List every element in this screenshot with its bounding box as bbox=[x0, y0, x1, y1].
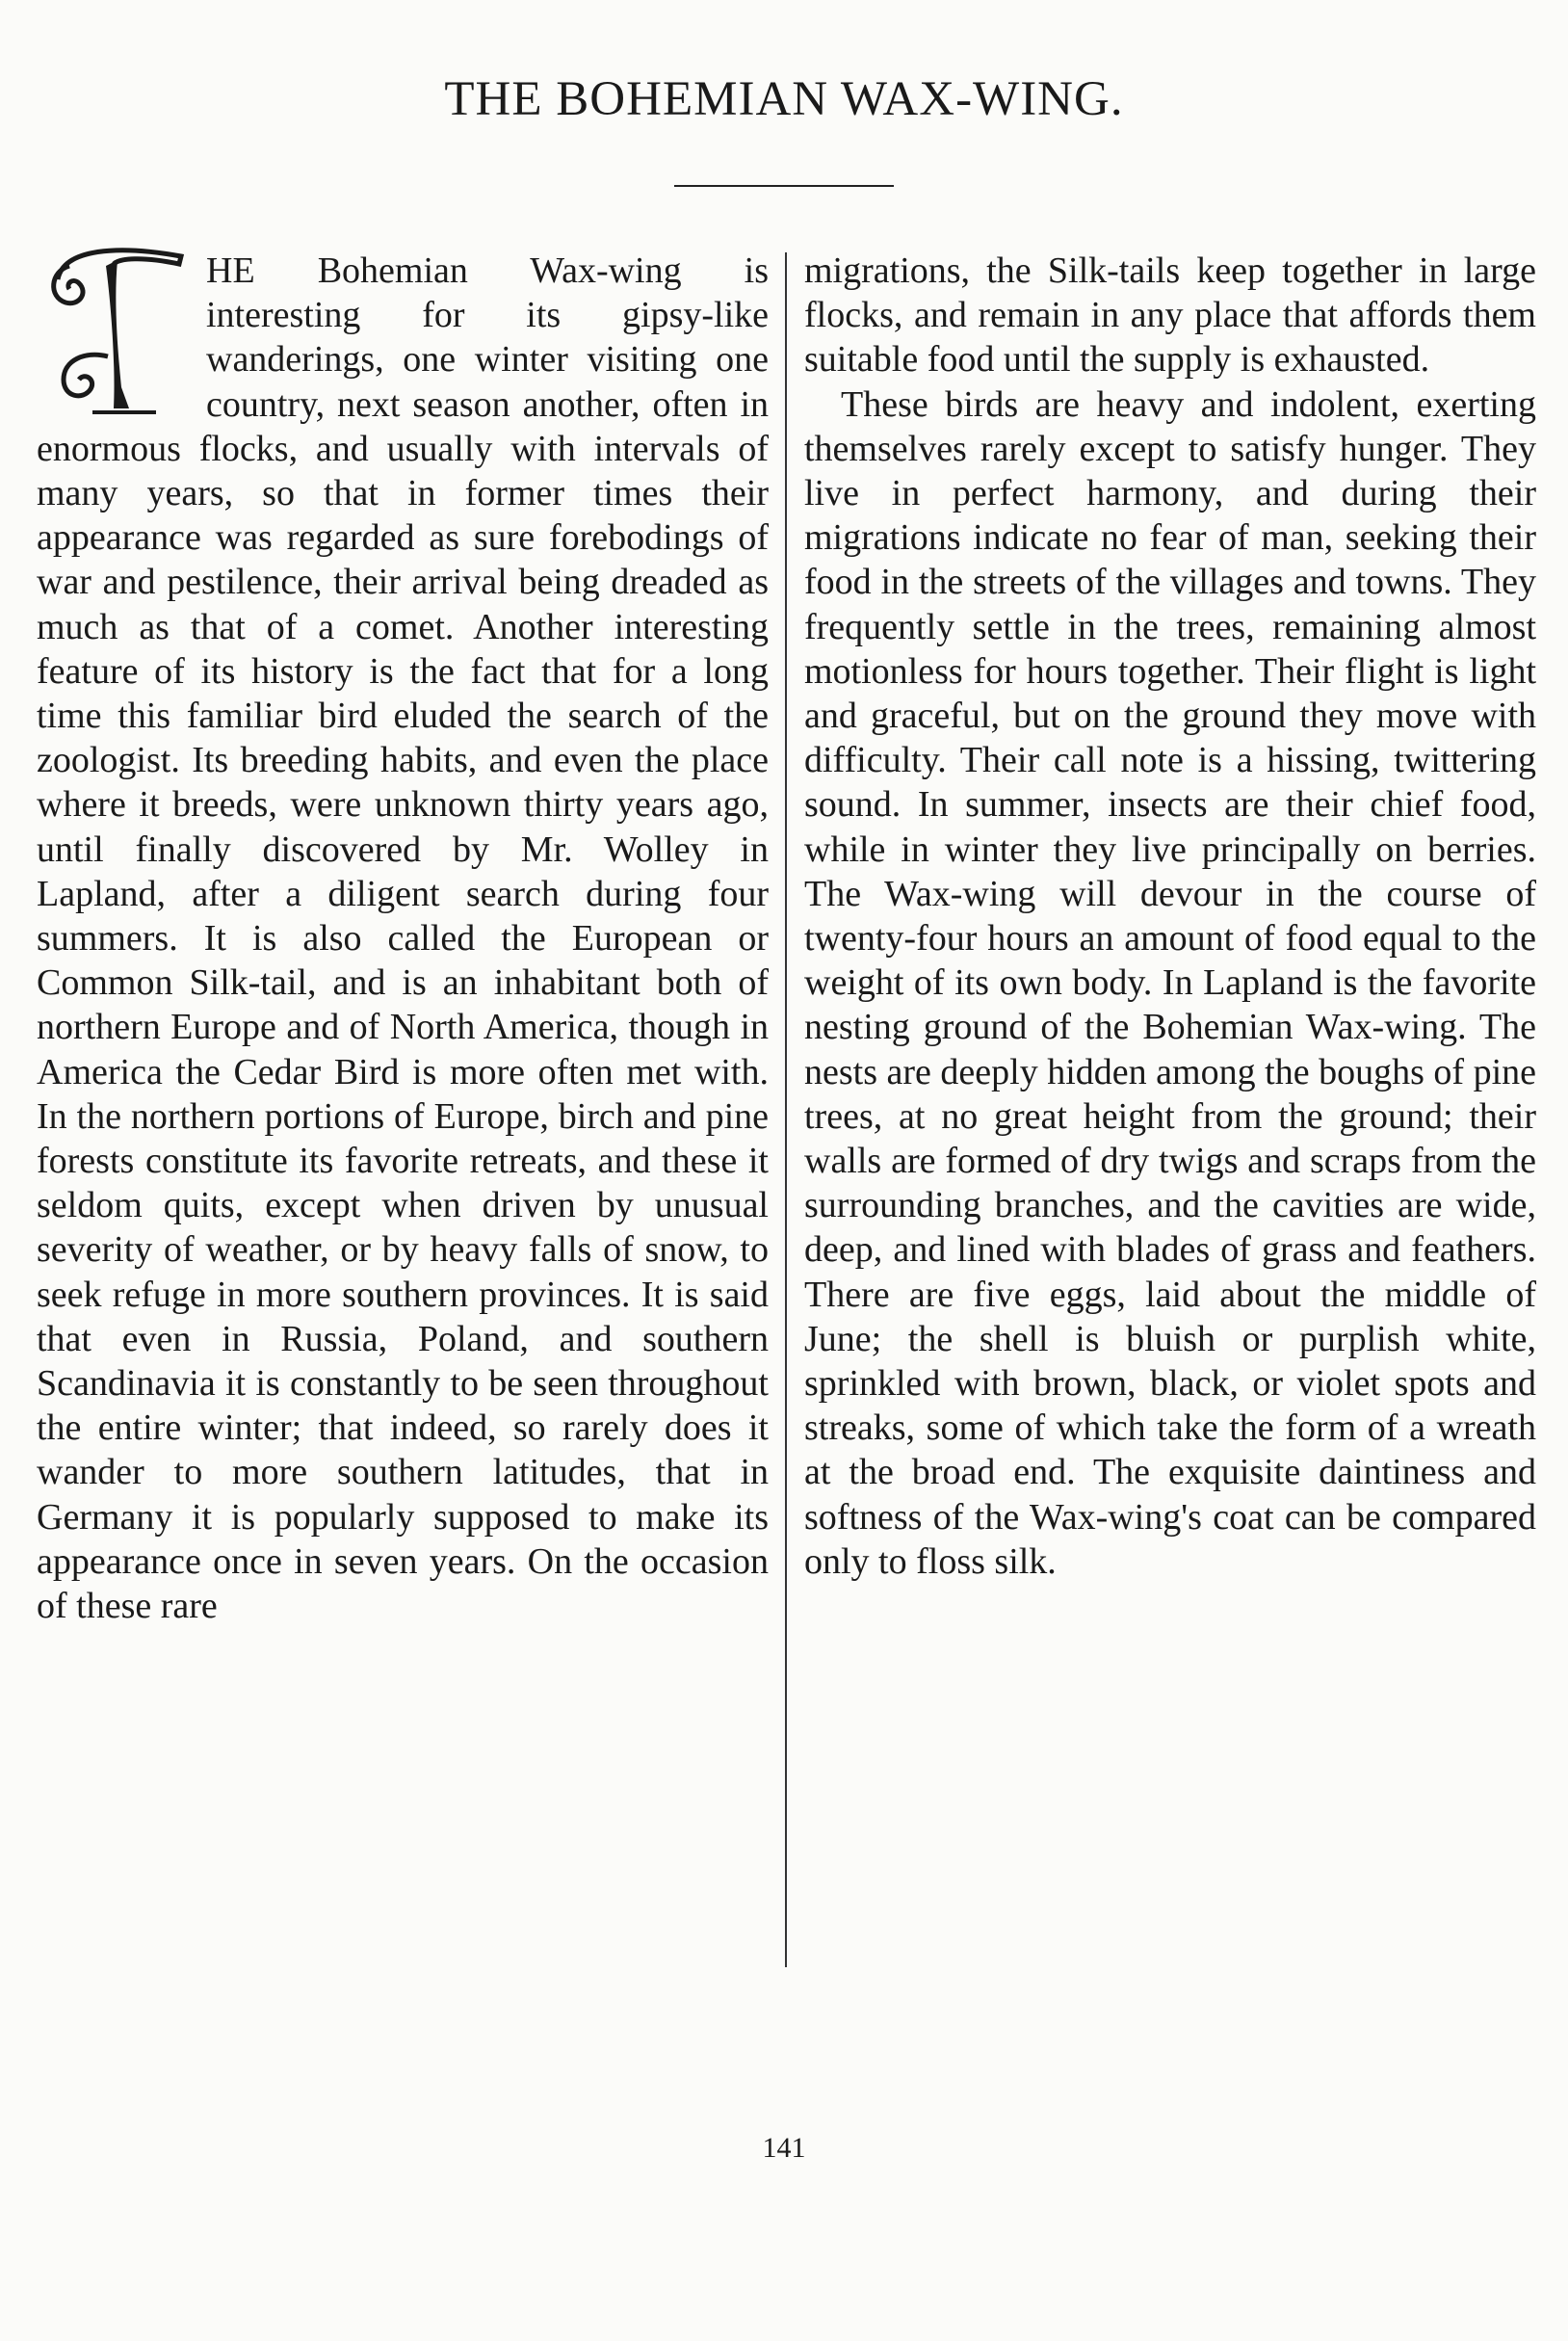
dropcap-t bbox=[37, 243, 198, 420]
page-number: 141 bbox=[762, 2132, 806, 2164]
left-column bbox=[37, 249, 769, 1628]
paragraph-1: HE Bohemian Wax-wing is interesting for its gipsy-like wanderings, one winter visiting one country, next season another, often in enormous flocks, and usually with intervals of many years, so that in former times their appearance was regarded as sure forebodings of war and pestilence, their arrival being dreaded as much as that of a comet. Another interesting feature of its history is the fact that for a long time this familiar bird eluded the search of the zoologist. Its breeding habits, and even the place where it breeds, were unknown thirty years ago, until finally discovered by Mr. Wolley in Lapland, after a diligent search during four summers. It is also called the European or Common Silk-tail, and is an inhabitant both of northern Europe and of North America, though in America the Cedar Bird is more often met with. In the northern portions of Europe, birch and pine forests constitute its favorite retreats, and these it seldom quits, except when driven by unusual severity of weather, or by heavy falls of snow, to seek refuge in more southern provinces. It is said that even in Russia, Poland, and southern Scandinavia it is constantly to be seen throughout the entire winter; that indeed, so rarely does it wander to more southern latitudes, that in Germany it is popularly supposed to make its appearance once in seven years. On the occasion of these rare bbox=[37, 250, 769, 1627]
article-title: THE BOHEMIAN WAX-WING. bbox=[444, 72, 1124, 126]
column-divider bbox=[785, 252, 787, 1967]
title-rule bbox=[674, 185, 894, 187]
paragraph-2: These birds are heavy and indolent, exerting themselves rarely except to satisfy hunger. They live in perfect harmony, and during their migrations indicate no fear of man, seeking their food in the streets of the villages and towns. They frequently settle in the trees, remaining almost motionless for hours together. Their flight is light and graceful, but on the ground they move with difficulty. Their call note is a hissing, twittering sound. In summer, insects are their chief food, while in winter they live principally on berries. The Wax-wing will devour in the course of twenty-four hours an amount of food equal to the weight of its own body. In Lapland is the favorite nesting ground of the Bohemian Wax-wing. The nests are deeply hidden among the boughs of pine trees, at no great height from the ground; their walls are formed of dry twigs and scraps from the surrounding branches, and the cavities are wide, deep, and lined with blades of grass and feathers. There are five eggs, laid about the middle of June; the shell is bluish or purplish white, sprinkled with brown, black, or violet spots and streaks, some of which take the form of a wreath at the broad end. The exquisite daintiness and softness of the Wax-wing's coat can be compared only to floss silk. bbox=[804, 383, 1536, 1582]
right-column bbox=[804, 249, 1536, 1584]
paragraph-1-continuation: migrations, the Silk-tails keep together in large flocks, and remain in any place that affords them suitable food until the supply is exhausted. bbox=[804, 250, 1536, 381]
